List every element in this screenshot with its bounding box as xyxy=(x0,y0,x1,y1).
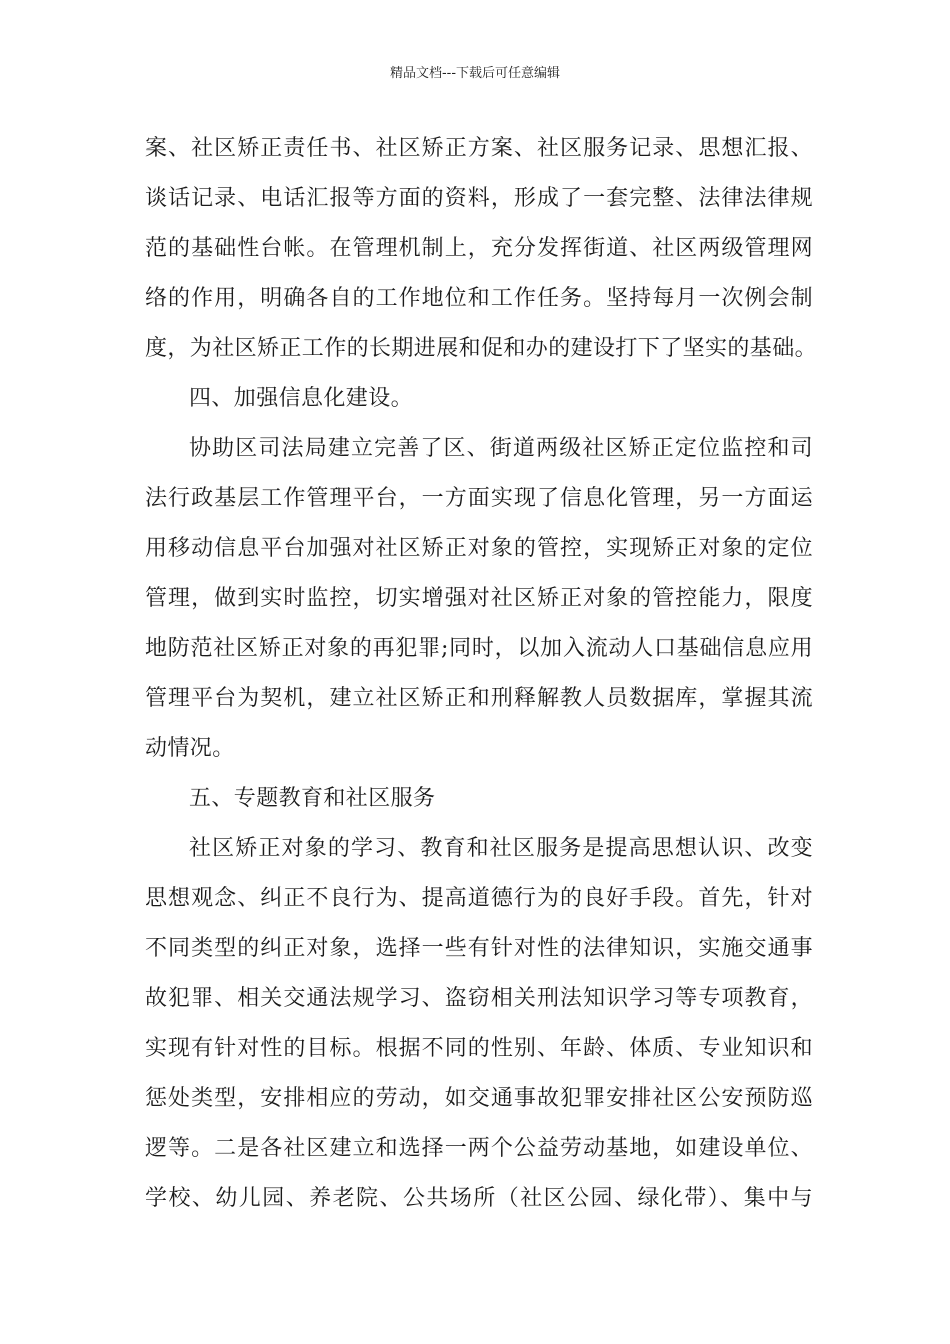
text-line: 实现有针对性的目标。根据不同的性别、年龄、体质、专业知识和 xyxy=(145,1036,813,1061)
text-line: 案、社区矫正责任书、社区矫正方案、社区服务记录、思想汇报、 xyxy=(145,136,813,161)
text-line: 协助区司法局建立完善了区、街道两级社区矫正定位监控和司 xyxy=(189,436,813,461)
text-line: 逻等。二是各社区建立和选择一两个公益劳动基地，如建设单位、 xyxy=(145,1136,813,1161)
text-line: 管理平台为契机，建立社区矫正和刑释解教人员数据库，掌握其流 xyxy=(145,686,813,711)
text-line: 度，为社区矫正工作的长期进展和促和办的建设打下了坚实的基础。 xyxy=(145,336,818,361)
document-body xyxy=(145,124,818,1224)
text-line: 络的作用，明确各自的工作地位和工作任务。坚持每月一次例会制 xyxy=(145,286,813,311)
page-header: 精品文档---下载后可任意编辑 xyxy=(389,66,561,81)
text-line: 思想观念、纠正不良行为、提高道德行为的良好手段。首先，针对 xyxy=(145,886,813,911)
text-line: 法行政基层工作管理平台，一方面实现了信息化管理，另一方面运 xyxy=(145,486,813,511)
text-line: 管理，做到实时监控，切实增强对社区矫正对象的管控能力，限度 xyxy=(145,586,813,611)
text-line: 学校、幼儿园、养老院、公共场所（社区公园、绿化带）、集中与 xyxy=(145,1186,813,1211)
text-line: 用移动信息平台加强对社区矫正对象的管控，实现矫正对象的定位 xyxy=(145,536,813,561)
text-line: 谈话记录、电话汇报等方面的资料，形成了一套完整、法律法律规 xyxy=(145,186,813,211)
section-heading: 四、加强信息化建设。 xyxy=(189,386,414,411)
text-line: 范的基础性台帐。在管理机制上，充分发挥街道、社区两级管理网 xyxy=(145,236,813,261)
text-line: 不同类型的纠正对象，选择一些有针对性的法律知识，实施交通事 xyxy=(145,936,813,961)
text-line: 惩处类型，安排相应的劳动，如交通事故犯罪安排社区公安预防巡 xyxy=(145,1086,813,1111)
text-line: 社区矫正对象的学习、教育和社区服务是提高思想认识、改变 xyxy=(189,836,813,861)
text-line: 地防范社区矫正对象的再犯罪;同时，以加入流动人口基础信息应用 xyxy=(145,636,813,661)
text-line: 故犯罪、相关交通法规学习、盗窃相关刑法知识学习等专项教育， xyxy=(145,986,813,1011)
text-line: 动情况。 xyxy=(145,736,235,761)
section-heading: 五、专题教育和社区服务 xyxy=(189,786,436,811)
